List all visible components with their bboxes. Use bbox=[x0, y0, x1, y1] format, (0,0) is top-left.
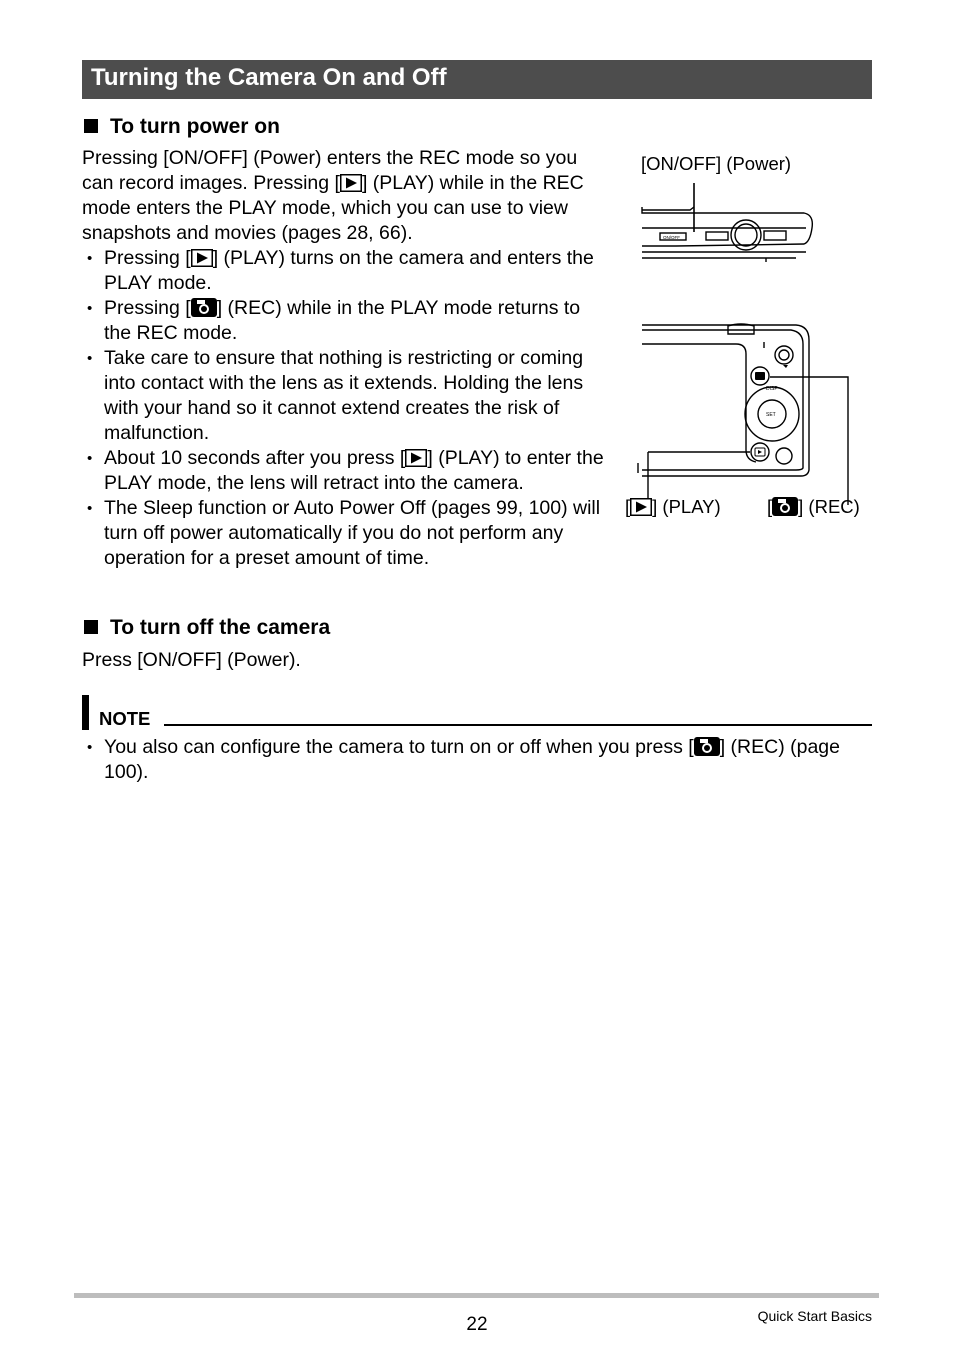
list-item: • The Sleep function or Auto Power Off (pages 99, 100) will turn off power automatically if you do not perform any operation for a preset amount of time. bbox=[82, 496, 607, 571]
section-heading-power-on bbox=[84, 115, 280, 139]
section-heading-text: To turn off the camera bbox=[110, 616, 331, 639]
title-bar bbox=[82, 60, 872, 99]
play-button-icon bbox=[191, 249, 213, 267]
page-number: 22 bbox=[466, 1314, 488, 1335]
square-bullet-icon bbox=[84, 620, 98, 634]
footer-rule bbox=[74, 1293, 879, 1298]
list-item: • Pressing [ ] (REC) while in the PLAY mode returns to the REC mode. bbox=[82, 296, 607, 346]
note-marker bbox=[82, 695, 89, 730]
play-label: [ ] (PLAY) bbox=[625, 496, 721, 517]
disp-label: DISP bbox=[766, 386, 778, 392]
camera-back-illustration bbox=[636, 320, 856, 505]
square-bullet-icon bbox=[84, 119, 98, 133]
note-content bbox=[82, 735, 872, 785]
list-item: • You also can configure the camera to turn on or off when you press [ ] (REC) (page 100). bbox=[82, 735, 872, 785]
list-item: • About 10 seconds after you press [ ] (PLAY) to enter the PLAY mode, the lens will retract into the camera. bbox=[82, 446, 607, 496]
set-label: SET bbox=[766, 412, 776, 418]
note-label: NOTE bbox=[99, 708, 151, 729]
power-off-text: Press [ON/OFF] (Power). bbox=[82, 649, 301, 671]
onoff-label: [ON/OFF] (Power) bbox=[641, 153, 792, 174]
list-item: • Pressing [ ] (PLAY) turns on the camera and enters the PLAY mode. bbox=[82, 246, 607, 296]
rec-label: [ ] (REC) bbox=[767, 496, 860, 517]
intro-paragraph: Pressing [ON/OFF] (Power) enters the REC mode so you can record images. Pressing [ ] (PLAY) while in the REC mode enters the PLAY mode, which you can use to view snapshots and movies (pages 28, 66). bbox=[82, 147, 584, 244]
camera-top-illustration bbox=[636, 180, 821, 270]
power-on-text bbox=[82, 146, 607, 571]
note-divider bbox=[164, 724, 872, 726]
camera-rec-icon bbox=[191, 298, 217, 317]
camera-rec-icon bbox=[772, 497, 798, 516]
onoff-button-label: ON/OFF bbox=[663, 235, 680, 240]
play-button-icon bbox=[405, 449, 427, 467]
bullet-list bbox=[82, 246, 607, 571]
section-heading-power-off bbox=[84, 616, 330, 640]
footer-section: Quick Start Basics bbox=[757, 1308, 872, 1324]
camera-rec-icon bbox=[694, 737, 720, 756]
page-title: Turning the Camera On and Off bbox=[91, 64, 447, 91]
section-heading-text: To turn power on bbox=[110, 115, 280, 138]
play-button-icon bbox=[340, 174, 362, 192]
play-button-icon bbox=[630, 498, 652, 516]
list-item: • Take care to ensure that nothing is restricting or coming into contact with the lens as it extends. Holding the lens with your hand so it cannot extend creates the risk of malfunction. bbox=[82, 346, 607, 446]
